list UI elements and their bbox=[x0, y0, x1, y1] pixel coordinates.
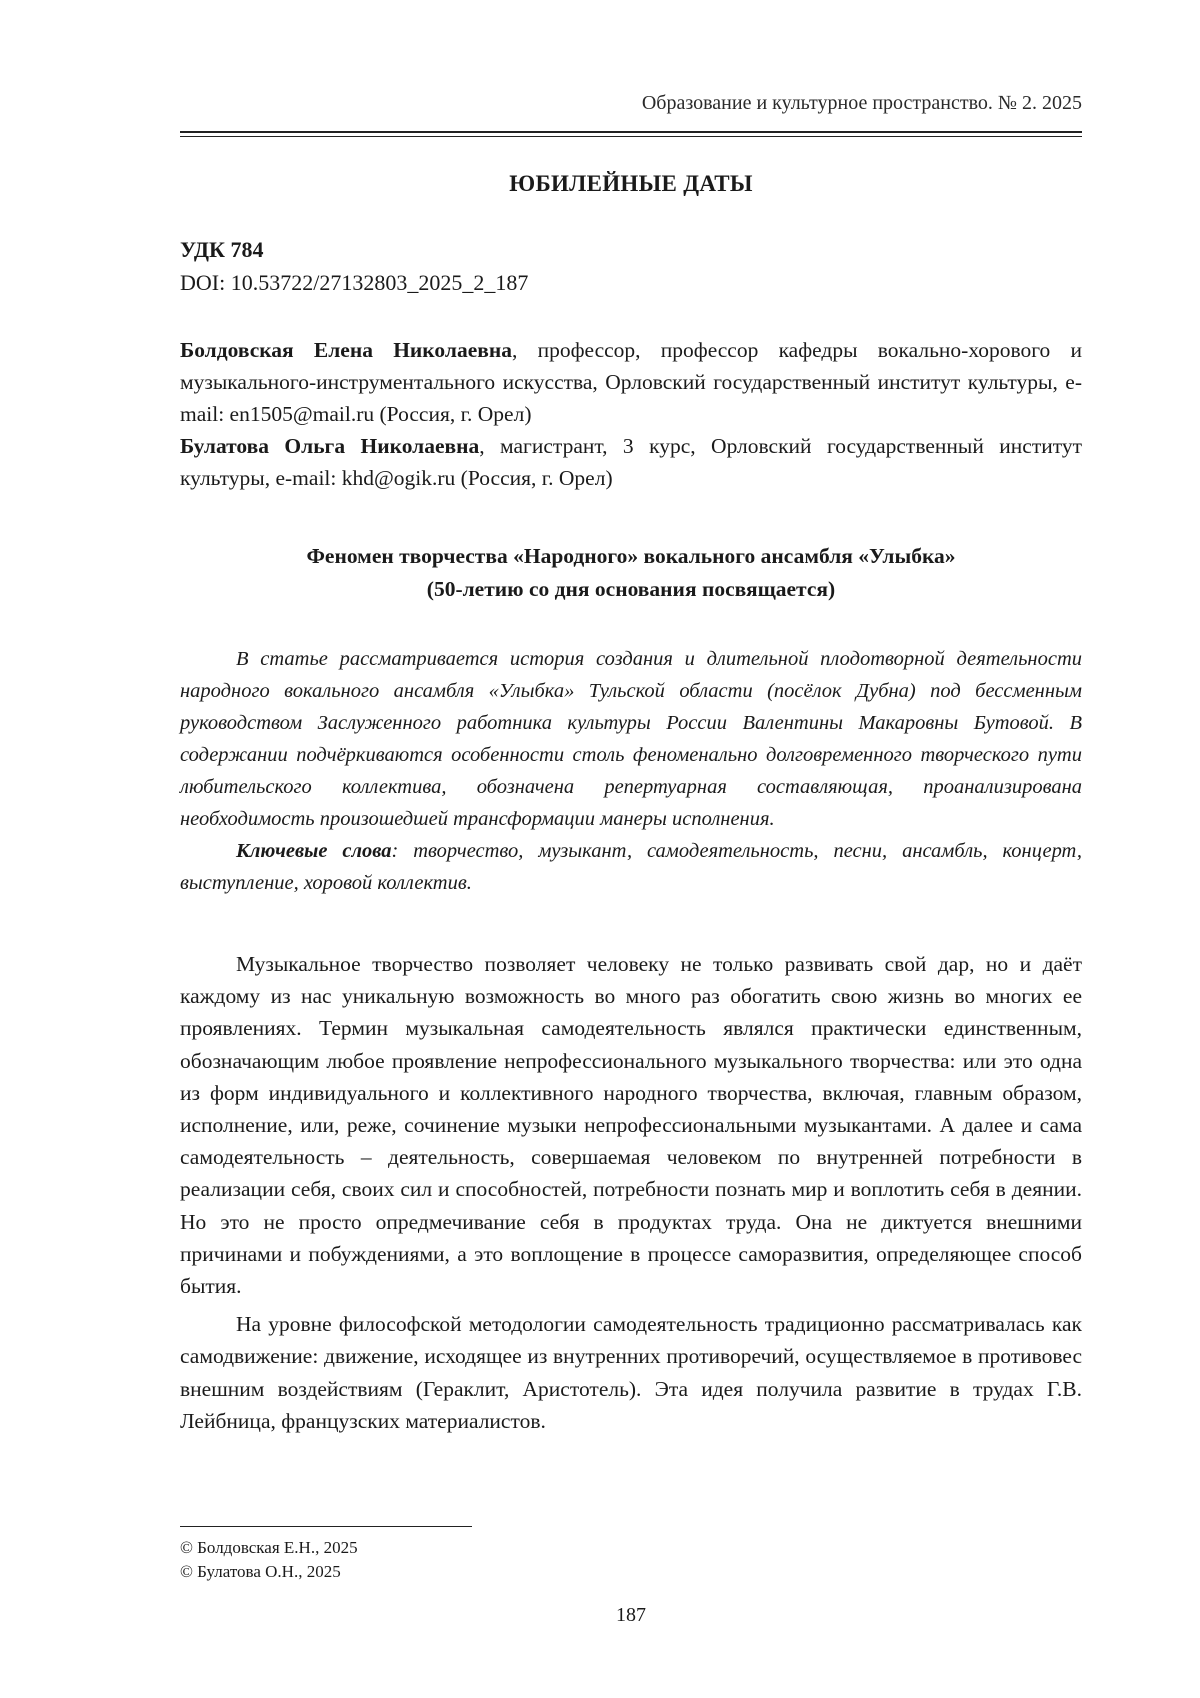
article-body bbox=[180, 948, 1082, 1443]
author-name: Болдовская Елена Николаевна bbox=[180, 338, 512, 362]
abstract bbox=[180, 643, 1082, 899]
article-subtitle-line: (50-летию со дня основания посвящается) bbox=[426, 577, 836, 601]
copyright-note: © Болдовская Е.Н., 2025 bbox=[180, 1538, 358, 1557]
article-title-line: Феномен творчества «Народного» вокального ансамбля «Улыбка» bbox=[306, 544, 956, 568]
header-rule-secondary bbox=[180, 136, 1082, 137]
doi: DOI: 10.53722/27132803_2025_2_187 bbox=[180, 270, 529, 295]
section-title: ЮБИЛЕЙНЫЕ ДАТЫ bbox=[509, 171, 753, 196]
running-header: Образование и культурное пространство. № 2. 2025 bbox=[641, 92, 1082, 114]
keywords bbox=[180, 835, 1082, 899]
footnotes bbox=[180, 1536, 358, 1584]
footnote-rule bbox=[180, 1526, 472, 1527]
keywords-list: : творчество, музыкант, самодеятельность, песни, ансамбль, концерт, выступление, хоровой коллектив. bbox=[180, 840, 1082, 894]
author-details: , профессор, профессор кафедры вокально-хорового и музыкального-инструментального искусства, Орловский государственный институт культуры, e-mail: en1505@mail.ru (Россия, г. Орел) bbox=[180, 338, 1083, 426]
page-number: 187 bbox=[616, 1604, 646, 1626]
body-paragraph: На уровне философской методологии самодеятельность традиционно рассматривалась как самодвижение: движение, исходящее из внутренних противоречий, осуществляемое в противовес внешним воздействиям (Гераклит, Аристотель). Эта идея получила развитие в трудах Г.В. Лейбница, французских материалистов. bbox=[180, 1312, 1082, 1433]
author-entry bbox=[180, 334, 1082, 430]
author-entry bbox=[180, 430, 1082, 494]
udk-code: УДК 784 bbox=[180, 237, 264, 262]
abstract-text: В статье рассматривается история создания и длительной плодотворной деятельности народного вокального ансамбля «Улыбка» Тульской области (посёлок Дубна) под бессменным руководством Заслуженного работника культуры России Валентины Макаровны Бутовой. В содержании подчёркиваются особенности столь феноменально долговременного творческого пути любительского коллектива, обозначена репертуарная составляющая, проанализирована необходимость произошедшей трансформации манеры исполнения. bbox=[180, 648, 1082, 830]
copyright-note: © Булатова О.Н., 2025 bbox=[180, 1562, 341, 1581]
article-title bbox=[180, 540, 1082, 606]
body-paragraph: Музыкальное творчество позволяет человеку не только развивать свой дар, но и даёт каждому из нас уникальную возможность во много раз обогатить свою жизнь во многих ее проявлениях. Термин музыкальная самодеятельность являлся практически единственным, обозначающим любое проявление непрофессионального музыкального творчества: или это одна из форм индивидуального и коллективного народного творчества, включая, главным образом, исполнение, или, реже, сочинение музыки непрофессиональными музыкантами. А далее и сама самодеятельность – деятельность, совершаемая человеком по внутренней потребности в реализации себя, своих сил и способностей, потребности познать мир и воплотить себя в деянии. Но это не просто опредмечивание себя в продуктах труда. Она не диктуется внешними причинами и побуждениями, а это воплощение в процессе саморазвития, определяющее способ бытия. bbox=[180, 952, 1082, 1299]
author-name: Булатова Ольга Николаевна bbox=[180, 434, 480, 458]
author-details: , магистрант, 3 курс, Орловский государственный институт культуры, e-mail: khd@ogik.ru (Россия, г. Орел) bbox=[180, 434, 1082, 490]
header-rule bbox=[180, 131, 1082, 133]
keywords-label: Ключевые слова bbox=[236, 840, 392, 862]
author-block bbox=[180, 334, 1082, 494]
